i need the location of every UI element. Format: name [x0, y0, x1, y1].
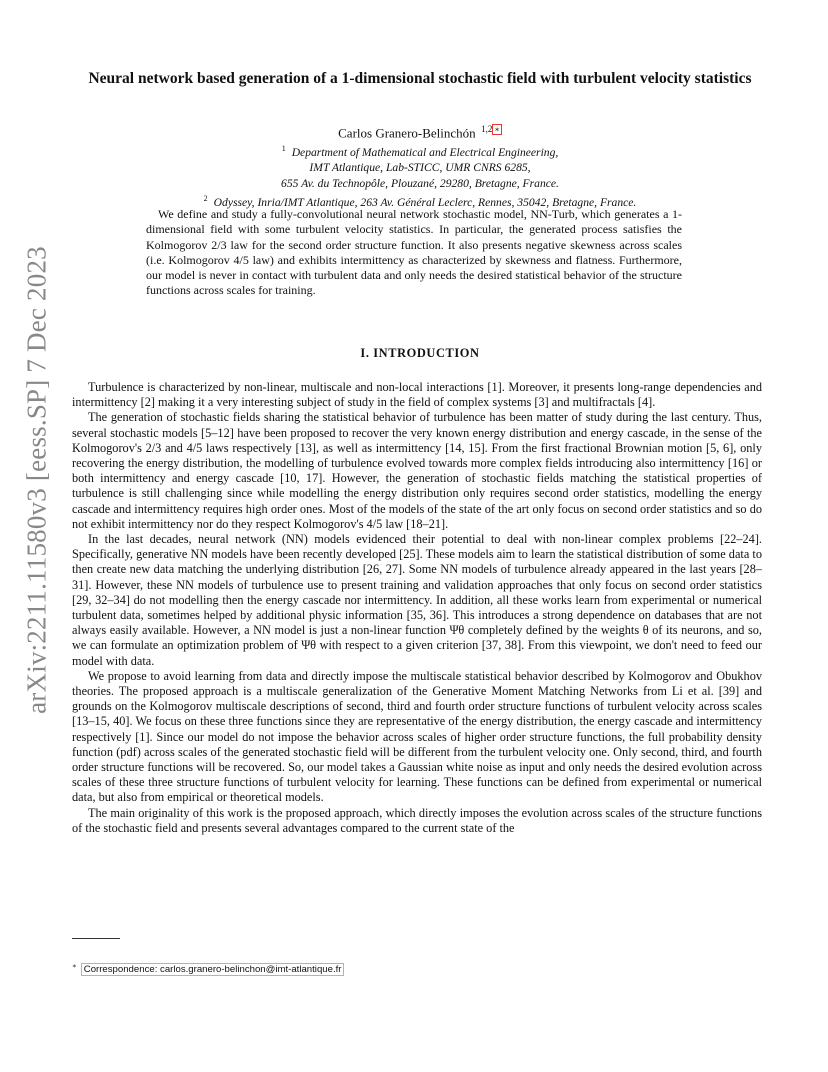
affiliation-2: $^2$ Odyssey, Inria/IMT Atlantique, 263 Av. Général Leclerc, Rennes, 35042, Bretagne, France.: [203, 194, 637, 210]
author-name-text: Carlos Granero-Belinchón: [338, 125, 476, 141]
affiliation-1: $^1$ Department of Mathematical and Electrical Engineering, IMT Atlantique, Lab-STICC, UMR CNRS 6285, 655 Av. du Technopôle, Plouzané, 29280, Bretagne, France.: [281, 143, 559, 190]
paragraph: Turbulence is characterized by non-linear, multiscale and non-local interactions [1]. Moreover, it presents long-range dependencies and intermittency [2] making it a very interesting subject of study in the field of complex systems [3] and multifractals [4].: [72, 380, 762, 410]
paragraph: The generation of stochastic fields sharing the statistical behavior of turbulence has been matter of study during the last century. Thus, several stochastic models [5–12] have been proposed to recover the very known energy distribution and energy cascade, in the sense of the Kolmogorov's 2/3 and 4/5 laws respectively [13], as well as intermittency [14, 15]. From the first fractional Brownian motion [5, 6], only recovering the energy distribution, the modelling of turbulence evolved towards more complex fields introducing also intermittency [16] or both intermittency and energy cascade [10, 17]. However, the generation of stochastic fields matching the statistical properties of turbulence is still challenging since while modelling the energy distribution only requires second order statistics, modelling the energy cascade and intermittency requires high order ones. Most of the models of the state of the art only focus on second order statistics and so do not exhibit intermittency nor do they respect Kolmogorov's 4/5 law [18–21].: [72, 410, 762, 531]
correspondence-email-link[interactable]: Correspondence: carlos.granero-belinchon@imt-atlantique.fr: [81, 963, 345, 976]
paper-title: Neural network based generation of a 1-dimensional stochastic field with turbulent velocity statistics: [88, 70, 752, 87]
paragraph: The main originality of this work is the proposed approach, which directly imposes the evolution across scales of the structure functions of the stochastic field and presents several advantages compared to the current state of the: [72, 805, 762, 835]
corresponding-author-link[interactable]: ∗: [494, 125, 500, 134]
footnote: [72, 962, 344, 975]
section-heading: I. INTRODUCTION: [360, 346, 480, 360]
paragraph: We propose to avoid learning from data and directly impose the multiscale statistical behavior described by Kolmogorov and Obukhov theories. The proposed approach is a multiscale generalization of the Generative Moment Matching Networks from Li et al. [39] and grounds on the Kolmogorov multiscale descriptions of second, third and fourth order structure functions of turbulent velocity across scales [13–15, 40]. We focus on these three functions since they are representative of the energy distribution, the energy cascade and intermittency respectively [1]. Since our model do not impose the behavior across scales of higher order structure functions, the full probability density function (pdf) across scales of the generated stochastic field will be different from the turbulent velocity one. Only second, third, and fourth order structure functions will be recovered. So, our model takes a Gaussian white noise as input and only needs the desired evolution across scales of these three structure functions of turbulent velocity for learning. These functions can be defined from experimental or numerical data, but also from empirical or theoretical models.: [72, 668, 762, 805]
author-block: [80, 122, 760, 211]
footnote-rule: [72, 938, 120, 939]
paragraph: In the last decades, neural network (NN) models evidenced their potential to deal with non-linear complex problems [22–24]. Specifically, generative NN models have been recently developed [25]. These models aim to learn the statistical distribution of some data to then create new data matching the underlying distribution [26, 27]. Some NN models of turbulence already appeared in the last years [28–31]. However, these NN models of turbulence use to present training and validation approaches that only focus on second order statistics [29, 32–34] do not modelling then the energy cascade nor intermittency. In addition, all these works learn from experimental or numerical turbulent data, sometimes helped by additional physic information [35, 36]. This introduces a strong dependence on databases that are not always easily available. However, a NN model is just a non-linear function Ψθ completely defined by the weights θ of its neurons, and so, we can formulate an optimization problem of Ψθ with respect to a given criterion [37, 38]. From this viewpoint, we don't need to feed our model with data.: [72, 532, 762, 668]
author-name: [80, 122, 760, 141]
arxiv-identifier-text: arXiv:2211.11580v3 [eess.SP] 7 Dec 2023: [21, 246, 52, 714]
body-text: [72, 380, 762, 836]
abstract: We define and study a fully-convolutional neural network stochastic model, NN-Turb, which generates a 1-dimensional field with some turbulent velocity statistics. In particular, the generated process satisfies the Kolmogorov 2/3 law for the second order structure function. It also presents negative skewness across scales (i.e. Kolmogorov 4/5 law) and exhibits intermittency as characterized by skewness and flatness. Furthermore, our model is never in contact with turbulent data and only needs the desired statistical behavior of the structure functions across scales for training.: [146, 207, 682, 298]
author-affiliation-marks: 1,2 ∗: [481, 124, 500, 134]
arxiv-identifier: [21, 246, 52, 714]
footnote-mark: ∗: [72, 962, 77, 970]
